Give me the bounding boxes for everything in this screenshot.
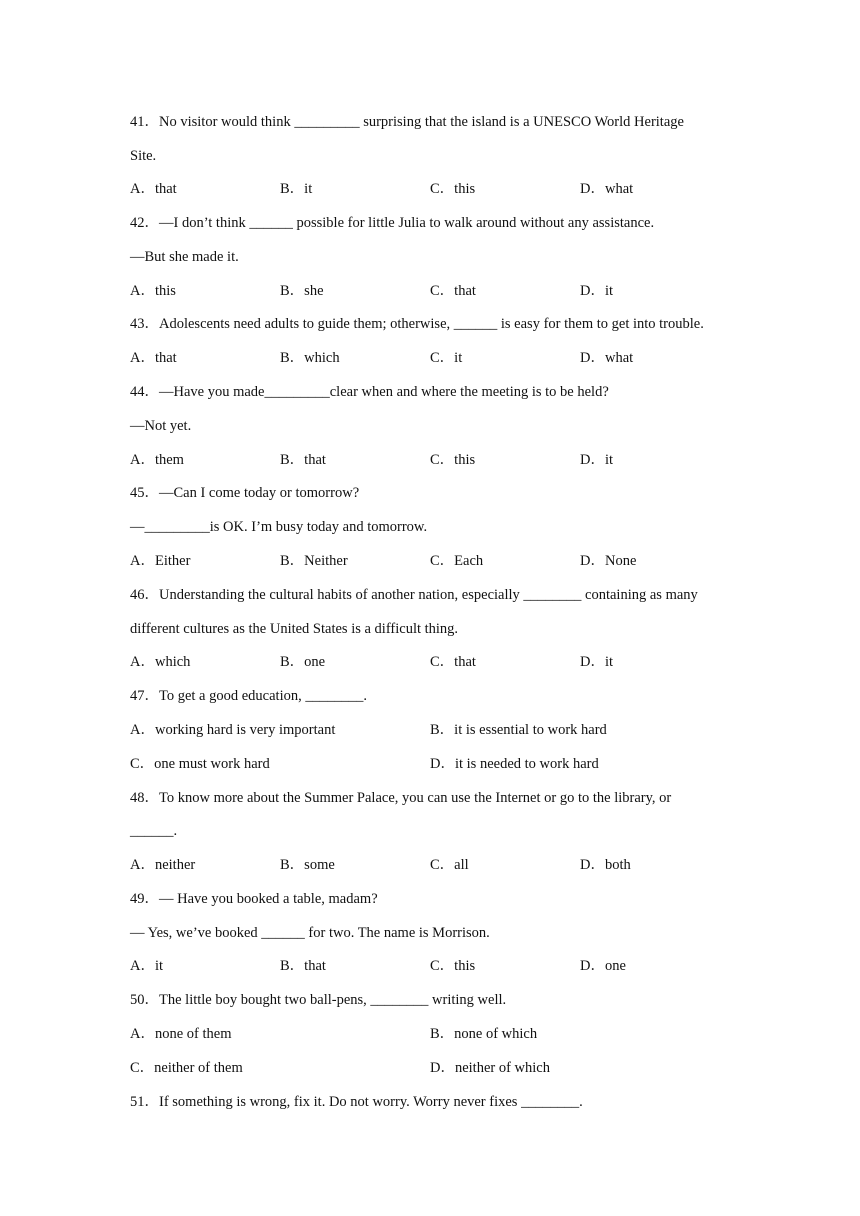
question-41-option-a[interactable]: A．that xyxy=(130,181,177,197)
question-44-stem-cont: —Not yet. xyxy=(130,418,192,434)
question-46-option-b[interactable]: B．one xyxy=(280,654,326,670)
question-46-option-c[interactable]: C．that xyxy=(430,654,476,670)
question-43-option-c[interactable]: C．it xyxy=(430,350,463,366)
question-48-stem: 48．To know more about the Summer Palace, you can use the Internet or go to the library, or xyxy=(130,790,672,806)
question-47-option-a[interactable]: A．working hard is very important xyxy=(130,722,336,738)
question-42-option-b[interactable]: B．she xyxy=(280,283,324,299)
question-44-option-c[interactable]: C．this xyxy=(430,452,476,468)
question-47-option-c[interactable]: C．one must work hard xyxy=(130,756,270,772)
question-46-stem-cont: different cultures as the United States is a difficult thing. xyxy=(130,621,459,637)
question-50-stem: 50．The little boy bought two ball-pens, ________ writing well. xyxy=(130,992,507,1008)
question-49-option-a[interactable]: A．it xyxy=(130,958,164,974)
question-50-option-b[interactable]: B．none of which xyxy=(430,1026,538,1042)
question-50-option-a[interactable]: A．none of them xyxy=(130,1026,232,1042)
question-45-option-c[interactable]: C．Each xyxy=(430,553,484,569)
question-47-stem: 47．To get a good education, ________. xyxy=(130,688,367,704)
question-44-option-d[interactable]: D．it xyxy=(580,452,614,468)
question-41-option-c[interactable]: C．this xyxy=(430,181,476,197)
question-50-option-c[interactable]: C．neither of them xyxy=(130,1060,243,1076)
question-49-option-b[interactable]: B．that xyxy=(280,958,326,974)
question-43-option-b[interactable]: B．which xyxy=(280,350,340,366)
question-48-option-b[interactable]: B．some xyxy=(280,857,335,873)
question-43-option-a[interactable]: A．that xyxy=(130,350,177,366)
question-51-stem: 51．If something is wrong, fix it. Do not worry. Worry never fixes ________. xyxy=(130,1094,583,1110)
question-48-option-d[interactable]: D．both xyxy=(580,857,631,873)
question-49-stem-cont: — Yes, we’ve booked ______ for two. The name is Morrison. xyxy=(130,925,490,941)
question-48-stem-cont: ______. xyxy=(130,823,178,839)
question-43-option-d[interactable]: D．what xyxy=(580,350,634,366)
question-49-option-c[interactable]: C．this xyxy=(430,958,476,974)
question-46-option-a[interactable]: A．which xyxy=(130,654,191,670)
question-41-option-d[interactable]: D．what xyxy=(580,181,634,197)
question-48-option-c[interactable]: C．all xyxy=(430,857,469,873)
question-42-option-d[interactable]: D．it xyxy=(580,283,614,299)
question-42-stem-cont: —But she made it. xyxy=(130,249,239,265)
question-44-stem: 44．—Have you made_________clear when and where the meeting is to be held? xyxy=(130,384,609,400)
question-48-option-a[interactable]: A．neither xyxy=(130,857,196,873)
question-45-option-d[interactable]: D．None xyxy=(580,553,637,569)
question-43-stem: 43．Adolescents need adults to guide them; otherwise, ______ is easy for them to get into trouble. xyxy=(130,316,704,332)
question-44-option-b[interactable]: B．that xyxy=(280,452,326,468)
question-42-stem: 42．—I don’t think ______ possible for little Julia to walk around without any assistance. xyxy=(130,215,655,231)
question-45-option-a[interactable]: A．Either xyxy=(130,553,191,569)
question-46-option-d[interactable]: D．it xyxy=(580,654,614,670)
question-44-option-a[interactable]: A．them xyxy=(130,452,184,468)
question-49-stem: 49．— Have you booked a table, madam? xyxy=(130,891,378,907)
question-47-option-d[interactable]: D．it is needed to work hard xyxy=(430,756,599,772)
question-45-stem: 45．—Can I come today or tomorrow? xyxy=(130,485,360,501)
question-47-option-b[interactable]: B．it is essential to work hard xyxy=(430,722,607,738)
question-45-option-b[interactable]: B．Neither xyxy=(280,553,348,569)
question-41-option-b[interactable]: B．it xyxy=(280,181,313,197)
question-41-stem-cont: Site. xyxy=(130,148,157,164)
question-41-stem: 41．No visitor would think _________ surprising that the island is a UNESCO World Heritage xyxy=(130,114,684,130)
question-42-option-a[interactable]: A．this xyxy=(130,283,176,299)
question-45-stem-cont: —_________is OK. I’m busy today and tomorrow. xyxy=(130,519,428,535)
question-42-option-c[interactable]: C．that xyxy=(430,283,476,299)
question-50-option-d[interactable]: D．neither of which xyxy=(430,1060,550,1076)
question-49-option-d[interactable]: D．one xyxy=(580,958,626,974)
question-46-stem: 46．Understanding the cultural habits of another nation, especially ________ containing as many xyxy=(130,587,698,603)
